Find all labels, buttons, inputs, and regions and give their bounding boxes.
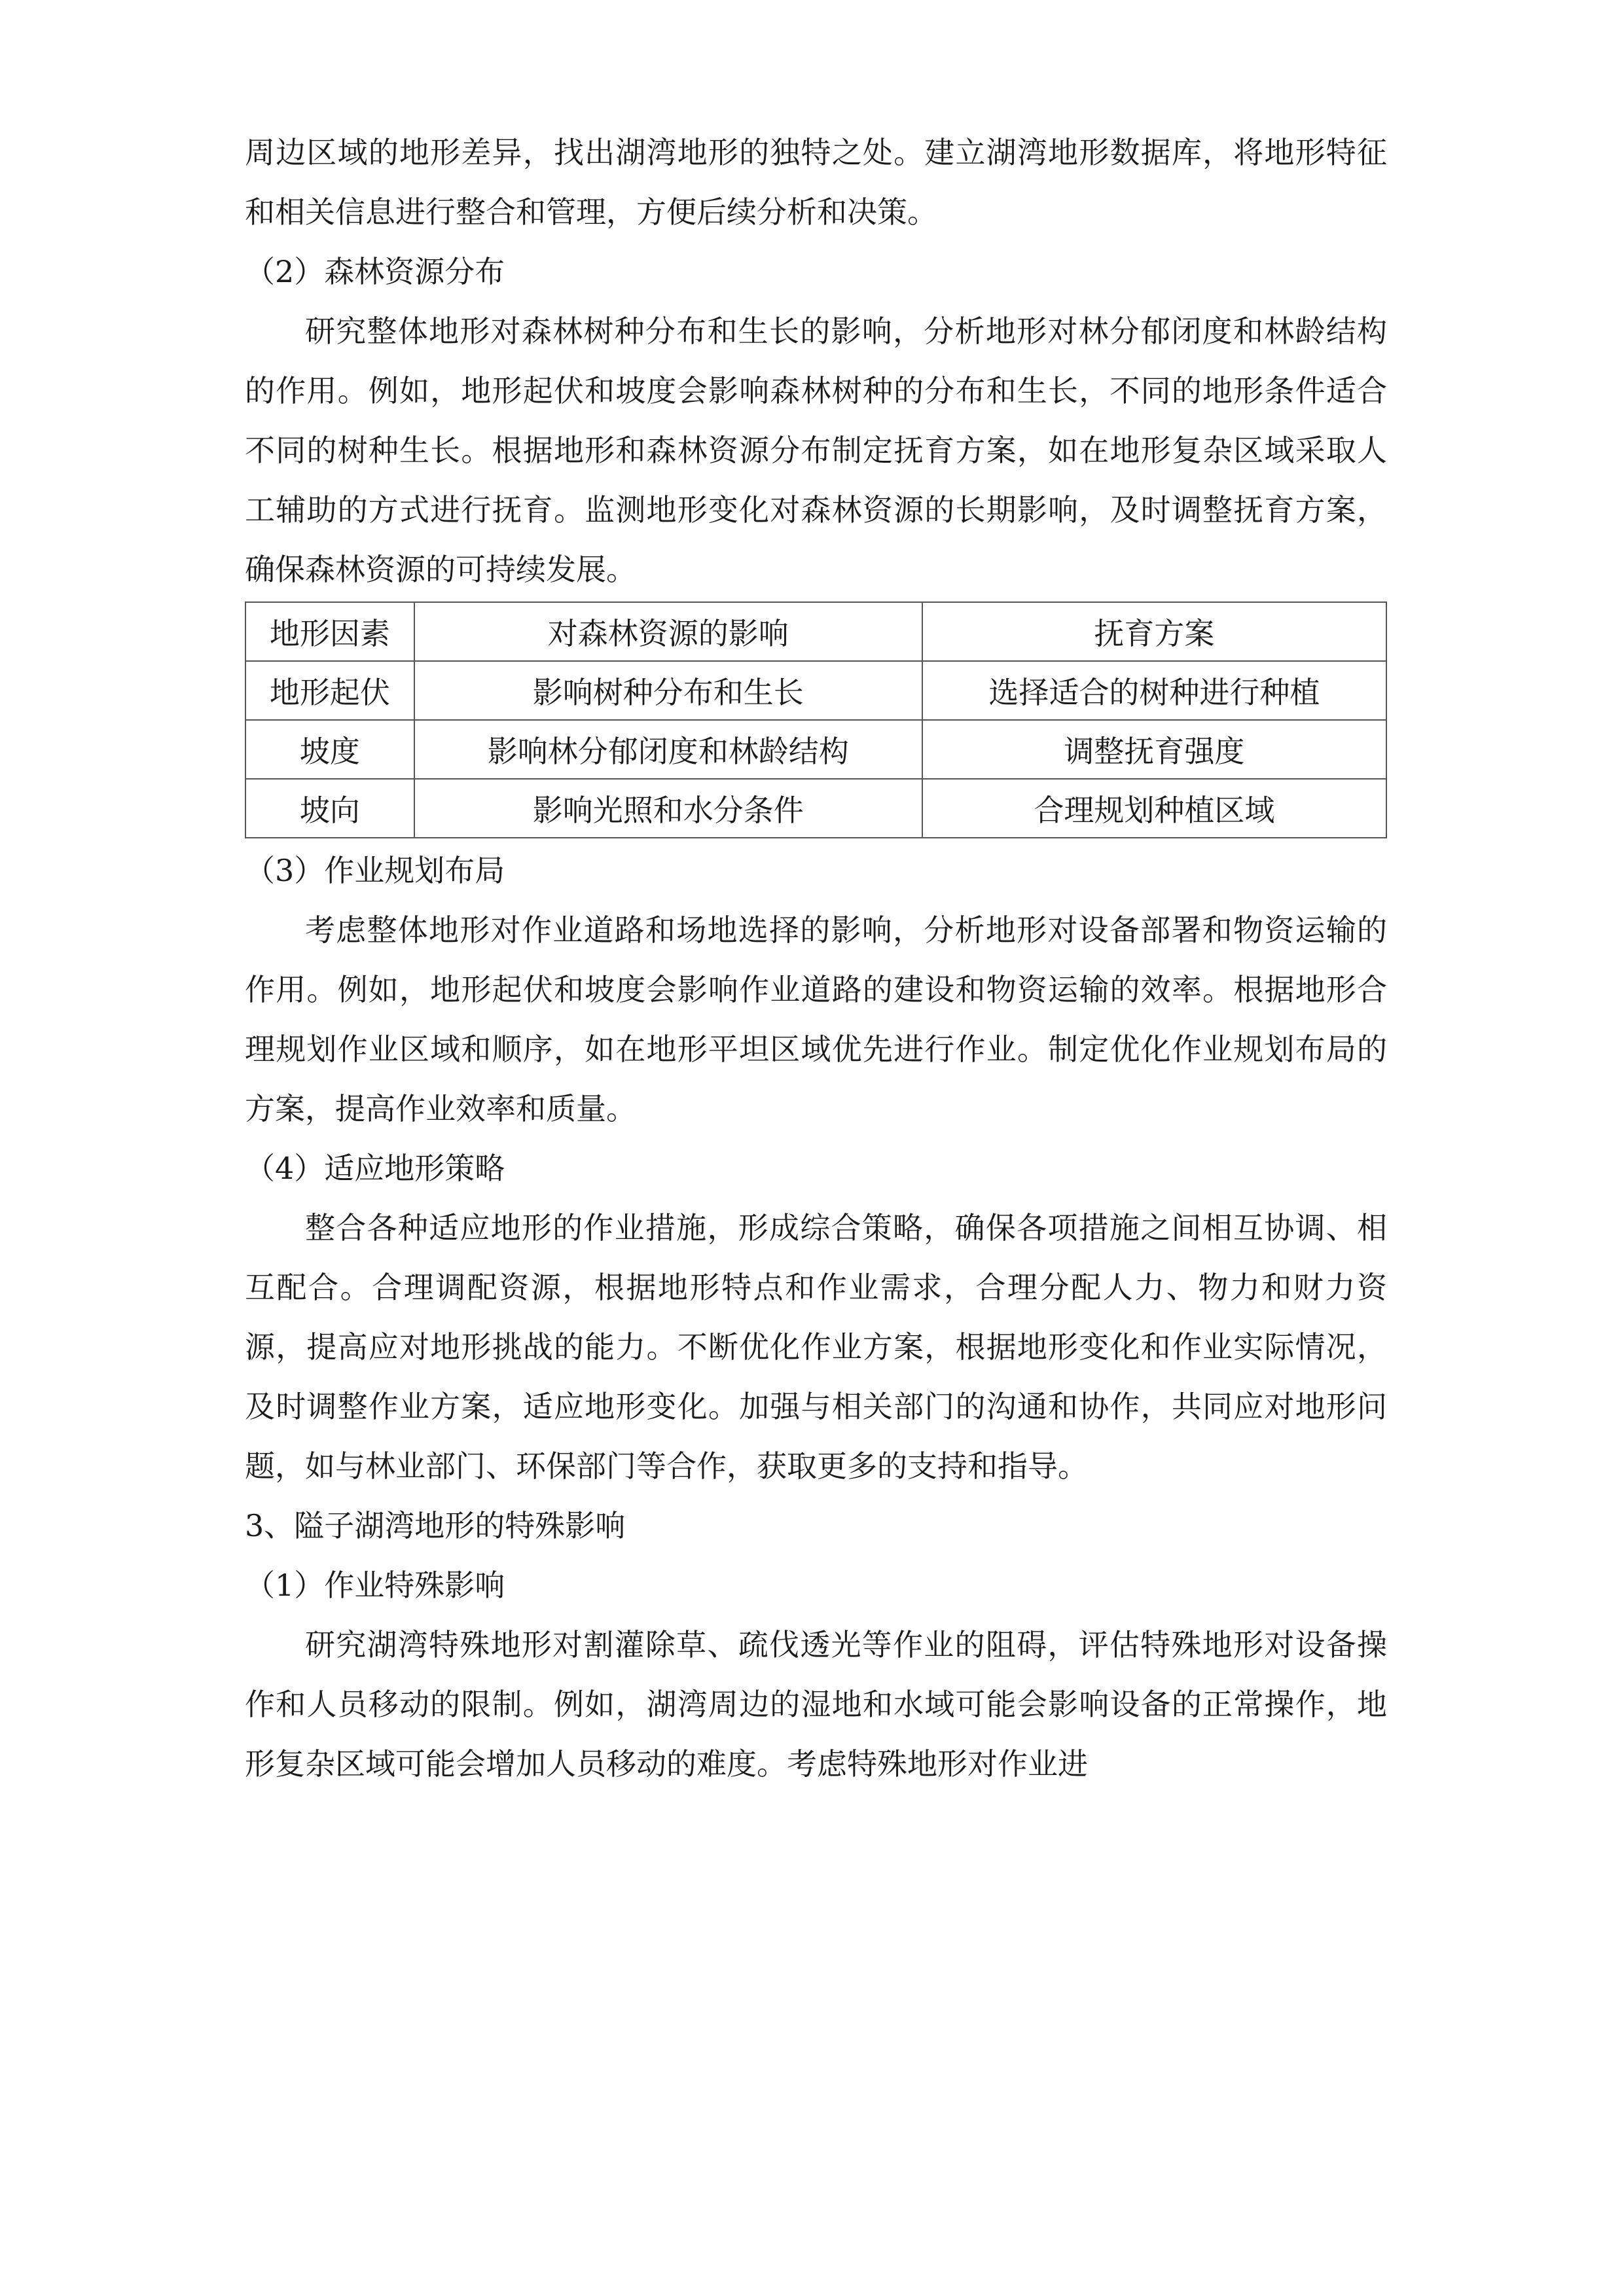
terrain-forest-table (245, 601, 1387, 838)
heading-special-work-impact: （1）作业特殊影响 (245, 1568, 505, 1603)
document-page (245, 0, 1387, 1794)
table-cell: 调整抚育强度 (922, 720, 1386, 779)
table-row (245, 661, 1386, 720)
table-header-cell: 抚育方案 (922, 602, 1386, 661)
table-cell: 影响光照和水分条件 (414, 779, 922, 838)
table-row (245, 720, 1386, 779)
table-header-cell: 地形因素 (245, 602, 414, 661)
paragraph-special-work-impact: 研究湖湾特殊地形对割灌除草、疏伐透光等作业的阻碍，评估特殊地形对设备操作和人员移动的限制。例如，湖湾周边的湿地和水域可能会影响设备的正常操作，地形复杂区域可能会增加人员移动的难度。考虑特殊地形对作业进 (245, 1627, 1387, 1782)
table-cell: 选择适合的树种进行种植 (922, 661, 1386, 720)
table-cell: 坡度 (245, 720, 414, 779)
paragraph-terrain-strategy: 整合各种适应地形的作业措施，形成综合策略，确保各项措施之间相互协调、相互配合。合理调配资源，根据地形特点和作业需求，合理分配人力、物力和财力资源，提高应对地形挑战的能力。不断优化作业方案，根据地形变化和作业实际情况，及时调整作业方案，适应地形变化。加强与相关部门的沟通和协作，共同应对地形问题，如与林业部门、环保部门等合作，获取更多的支持和指导。 (245, 1210, 1387, 1484)
heading-forest-distribution: （2）森林资源分布 (245, 254, 505, 289)
table-row (245, 779, 1386, 838)
table-cell: 合理规划种植区域 (922, 779, 1386, 838)
table-cell: 影响树种分布和生长 (414, 661, 922, 720)
paragraph-work-layout: 考虑整体地形对作业道路和场地选择的影响，分析地形对设备部署和物资运输的作用。例如，地形起伏和坡度会影响作业道路的建设和物资运输的效率。根据地形合理规划作业区域和顺序，如在地形平坦区域优先进行作业。制定优化作业规划布局的方案，提高作业效率和质量。 (245, 912, 1387, 1126)
heading-work-layout: （3）作业规划布局 (245, 853, 505, 888)
section-heading-special-impact: 3、隘子湖湾地形的特殊影响 (245, 1508, 626, 1543)
table-header-cell: 对森林资源的影响 (414, 602, 922, 661)
paragraph-terrain-database: 周边区域的地形差异，找出湖湾地形的独特之处。建立湖湾地形数据库，将地形特征和相关信息进行整合和管理，方便后续分析和决策。 (245, 135, 1387, 230)
table-header-row (245, 602, 1386, 661)
table-cell: 坡向 (245, 779, 414, 838)
table-cell: 影响林分郁闭度和林龄结构 (414, 720, 922, 779)
table-cell: 地形起伏 (245, 661, 414, 720)
paragraph-forest-distribution: 研究整体地形对森林树种分布和生长的影响，分析地形对林分郁闭度和林龄结构的作用。例如，地形起伏和坡度会影响森林树种的分布和生长，不同的地形条件适合不同的树种生长。根据地形和森林资源分布制定抚育方案，如在地形复杂区域采取人工辅助的方式进行抚育。监测地形变化对森林资源的长期影响，及时调整抚育方案，确保森林资源的可持续发展。 (245, 314, 1387, 587)
heading-terrain-strategy: （4）适应地形策略 (245, 1151, 505, 1186)
